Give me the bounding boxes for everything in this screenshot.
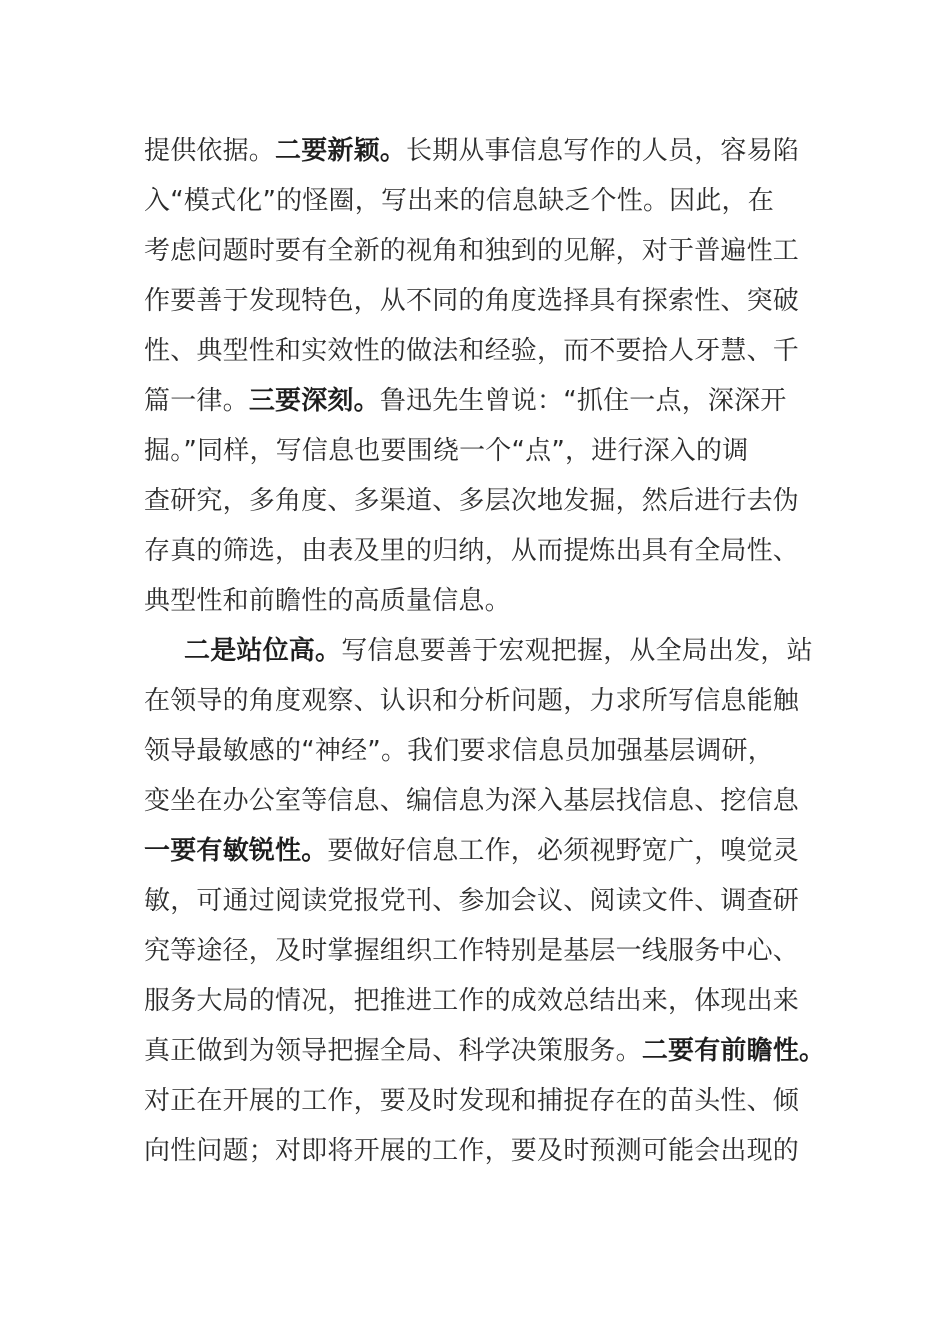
- text-run: 服务大局的情况，把推进工作的成效总结出来，体现出来: [144, 986, 800, 1016]
- text-line: [144, 726, 824, 776]
- text-run: 作要善于发现特色，从不同的角度选择具有探索性、突破: [144, 286, 800, 316]
- text-line: [144, 1076, 824, 1126]
- text-line: [144, 426, 824, 476]
- text-line: [144, 476, 824, 526]
- text-line: [144, 326, 824, 376]
- text-line: [144, 526, 824, 576]
- paragraph-start-line: [144, 626, 824, 676]
- text-run: 敏，可通过阅读党报党刊、参加会议、阅读文件、调查研: [144, 886, 800, 916]
- text-line: [144, 926, 824, 976]
- text-line: [144, 576, 824, 626]
- text-run: 考虑问题时要有全新的视角和独到的见解，对于普遍性工: [144, 236, 800, 266]
- body-text: [144, 126, 824, 1176]
- text-line: [144, 676, 824, 726]
- text-line: [144, 176, 824, 226]
- text-run: 究等途径，及时掌握组织工作特别是基层一线服务中心、: [144, 936, 800, 966]
- text-run: 写信息要善于宏观把握，从全局出发，站: [341, 636, 813, 666]
- text-run: 性、典型性和实效性的做法和经验，而不要拾人牙慧、千: [144, 336, 800, 366]
- text-run: 存真的筛选，由表及里的归纳，从而提炼出具有全局性、: [144, 536, 800, 566]
- text-run: 入“模式化”的怪圈，写出来的信息缺乏个性。因此，在: [144, 186, 774, 216]
- text-run: 领导最敏感的“神经”。我们要求信息员加强基层调研，: [144, 736, 774, 766]
- text-line: [144, 976, 824, 1026]
- text-run: 在领导的角度观察、认识和分析问题，力求所写信息能触: [144, 686, 800, 716]
- text-line: [144, 276, 824, 326]
- text-run: 变坐在办公室等信息、编信息为深入基层找信息、挖信息: [144, 786, 800, 816]
- bold-heading: 三要深刻。: [248, 386, 380, 416]
- text-line: [144, 876, 824, 926]
- text-run: 鲁迅先生曾说：“抓住一点，深深开: [379, 386, 787, 416]
- text-run: 长期从事信息写作的人员，容易陷: [406, 136, 800, 166]
- text-run: 向性问题；对即将开展的工作，要及时预测可能会出现的: [144, 1136, 800, 1166]
- text-line: [144, 776, 824, 826]
- text-run: 真正做到为领导把握全局、科学决策服务。: [144, 1036, 642, 1066]
- text-run: 对正在开展的工作，要及时发现和捕捉存在的苗头性、倾: [144, 1086, 800, 1116]
- text-run: 篇一律。: [144, 386, 249, 416]
- text-run: 提供依据。: [144, 136, 276, 166]
- bold-heading: 二要有前瞻性。: [641, 1036, 826, 1066]
- bold-heading: 一要有敏锐性。: [144, 836, 328, 866]
- text-run: 掘。”同样，写信息也要围绕一个“点”，进行深入的调: [144, 436, 749, 466]
- text-run: 典型性和前瞻性的高质量信息。: [144, 586, 511, 616]
- text-line: [144, 226, 824, 276]
- text-line: [144, 376, 824, 426]
- bold-heading: 二要新颖。: [275, 136, 407, 166]
- text-line: [144, 126, 824, 176]
- bold-heading: 二是站位高。: [184, 636, 342, 666]
- text-line: [144, 1126, 824, 1176]
- text-line: [144, 1026, 824, 1076]
- text-run: 查研究，多角度、多渠道、多层次地发掘，然后进行去伪: [144, 486, 800, 516]
- text-line: [144, 826, 824, 876]
- text-run: 要做好信息工作，必须视野宽广，嗅觉灵: [327, 836, 800, 866]
